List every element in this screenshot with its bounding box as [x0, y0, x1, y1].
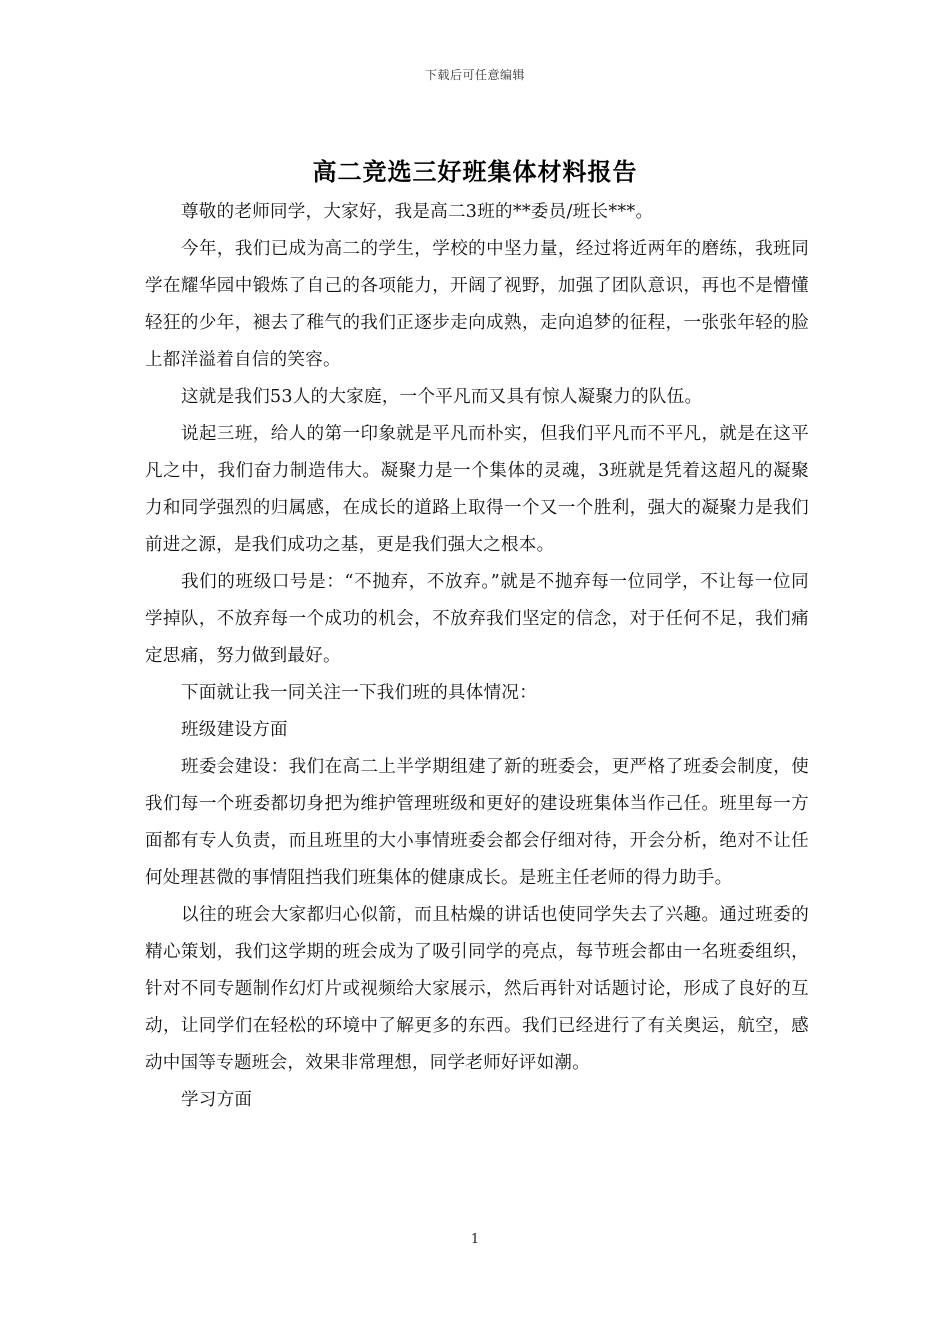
section-heading-class-building: 班级建设方面: [181, 720, 288, 740]
paragraph-cohesion: 说起三班，给人的第一印象就是平凡而朴实，但我们平凡而不平凡，就是在这平凡之中，我们奋力制造伟大。凝聚力是一个集体的灵魂，3班就是凭着这超凡的凝聚力和同学强烈的归属感，在成长的道路上取得一个又一个胜利，强大的凝聚力是我们前进之源，是我们成功之基，更是我们强大之根本。: [145, 424, 809, 555]
section-heading-study: 学习方面: [181, 1090, 253, 1110]
document-body: [145, 194, 809, 1119]
page-header-note: 下载后可任意编辑: [424, 68, 525, 82]
document-title: 高二竞选三好班集体材料报告: [312, 157, 638, 186]
paragraph-transition: 下面就让我一同关注一下我们班的具体情况：: [181, 683, 537, 703]
paragraph-intro: 今年，我们已成为高二的学生，学校的中坚力量，经过将近两年的磨练，我班同学在耀华园中锻炼了自己的各项能力，开阔了视野，加强了团队意识，再也不是懵懂轻狂的少年，褪去了稚气的我们正逐步走向成熟，走向追梦的征程，一张张年轻的脸上都洋溢着自信的笑容。: [145, 239, 809, 370]
paragraph-slogan: 我们的班级口号是：“不抛弃，不放弃。”就是不抛弃每一位同学，不让每一位同学掉队，不放弃每一个成功的机会，不放弃我们坚定的信念，对于任何不足，我们痛定思痛，努力做到最好。: [145, 572, 809, 666]
paragraph-class-meetings: 以往的班会大家都归心似箭，而且枯燥的讲话也使同学失去了兴趣。通过班委的精心策划，我们这学期的班会成为了吸引同学的亮点，每节班会都由一名班委组织，针对不同专题制作幻灯片或视频给大家展示，然后再针对话题讨论，形成了良好的互动，让同学们在轻松的环境中了解更多的东西。我们已经进行了有关奥运，航空，感动中国等专题班会，效果非常理想，同学老师好评如潮。: [145, 905, 809, 1073]
page-number: 1: [470, 1232, 480, 1247]
paragraph-greeting: 尊敬的老师同学，大家好，我是高二3班的**委员/班长***。: [181, 202, 654, 222]
paragraph-family: 这就是我们53人的大家庭，一个平凡而又具有惊人凝聚力的队伍。: [181, 387, 703, 407]
paragraph-committee: 班委会建设：我们在高二上半学期组建了新的班委会，更严格了班委会制度，使我们每一个班委都切身把为维护管理班级和更好的建设班集体当作己任。班里每一方面都有专人负责，而且班里的大小事情班委会都会仔细对待，开会分析，绝对不让任何处理甚微的事情阻挡我们班集体的健康成长。是班主任老师的得力助手。: [145, 757, 809, 888]
